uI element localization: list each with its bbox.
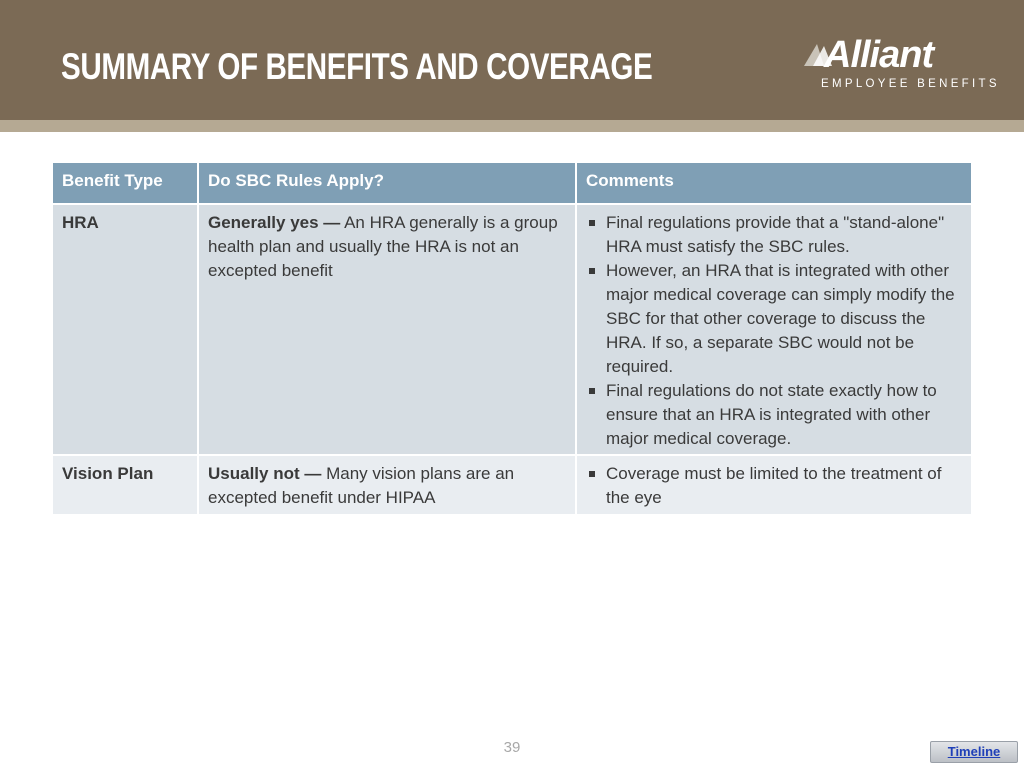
comment-text: Coverage must be limited to the treatment of the eye (606, 464, 942, 507)
column-header-benefit-type: Benefit Type (52, 162, 198, 204)
logo-name: Alliant (824, 34, 934, 76)
logo-tagline: EMPLOYEE BENEFITS (821, 78, 1000, 90)
sbc-rules-cell (198, 455, 576, 515)
alliant-logo (804, 34, 1000, 96)
square-bullet-icon (589, 388, 595, 394)
comments-list (586, 462, 962, 510)
sbc-rules-lead: Usually not — (208, 464, 322, 483)
comment-item (586, 259, 962, 379)
header-band (0, 0, 1024, 120)
table-header-row (52, 162, 972, 204)
comments-cell (576, 204, 972, 455)
comments-cell (576, 455, 972, 515)
sbc-rules-cell (198, 204, 576, 455)
benefit-type-cell (52, 455, 198, 515)
comment-item (586, 211, 962, 259)
sbc-rules-lead: Generally yes — (208, 213, 341, 232)
comment-text: Final regulations provide that a "stand-alone" HRA must satisfy the SBC rules. (606, 213, 945, 256)
table-row-vision-plan (52, 455, 972, 515)
sbc-rules-text: An HRA generally is a group health plan and usually the HRA is not an excepted benefit (208, 213, 558, 280)
benefit-type-label: HRA (62, 213, 99, 232)
table-row-hra (52, 204, 972, 455)
column-header-comments: Comments (576, 162, 972, 204)
page-number: 39 (503, 739, 521, 756)
comment-item (586, 462, 962, 510)
comment-text: Final regulations do not state exactly how to ensure that an HRA is integrated with other major medical coverage. (606, 381, 937, 448)
comments-list (586, 211, 962, 451)
comment-text: However, an HRA that is integrated with other major medical coverage can simply modify the SBC for that other coverage to discuss the HRA. If so, a separate SBC would not be required. (606, 261, 955, 376)
square-bullet-icon (589, 220, 595, 226)
timeline-button[interactable]: Timeline (930, 741, 1018, 763)
page-title: SUMMARY OF BENEFITS AND COVERAGE (61, 46, 653, 87)
column-header-sbc-rules: Do SBC Rules Apply? (198, 162, 576, 204)
sbc-rules-text: Many vision plans are an excepted benefit under HIPAA (208, 464, 515, 507)
square-bullet-icon (589, 471, 595, 477)
comment-item (586, 379, 962, 451)
header-divider-strip (0, 120, 1024, 132)
benefit-type-cell (52, 204, 198, 455)
sbc-table (51, 161, 973, 516)
square-bullet-icon (589, 268, 595, 274)
benefit-type-label: Vision Plan (62, 464, 154, 483)
